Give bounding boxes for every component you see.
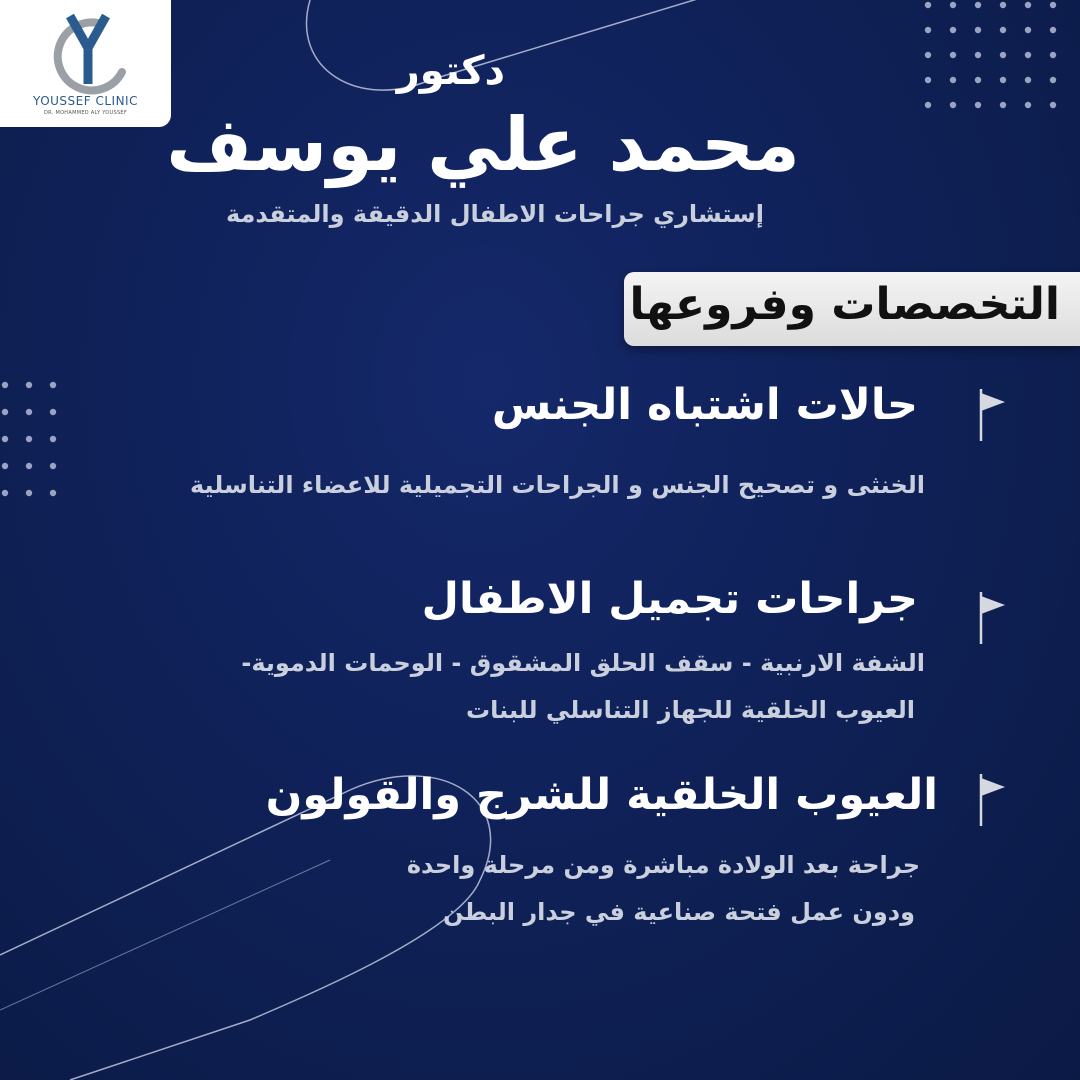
decor-dot [2,490,8,496]
decor-dot [925,77,931,83]
specialty-description-line: جراحة بعد الولادة مباشرة ومن مرحلة واحدة [406,851,920,879]
decor-dot [1000,77,1006,83]
specialty-description-line: الشفة الارنبية - سقف الحلق المشقوق - الوحمات الدموية- [241,649,925,677]
flag-icon [975,385,1015,445]
flag-icon [975,588,1015,648]
decor-dot [2,463,8,469]
decor-dot [50,409,56,415]
clinic-logo-subtitle: DR. MOHAMMED ALY YOUSSEF [43,110,128,116]
decor-curve-top [307,0,760,90]
dots-pattern-left [2,382,56,496]
decor-dot [50,463,56,469]
decor-dot [925,52,931,58]
decor-dot [975,2,981,8]
decor-dot [1025,27,1031,33]
flag-icon [975,770,1015,830]
decor-dot [950,52,956,58]
clinic-logo-name: YOUSSEF CLINIC [33,94,138,108]
decor-dot [950,2,956,8]
decor-dot [925,102,931,108]
decor-dot [1050,27,1056,33]
doctor-prefix: دكتور [396,48,505,94]
clinic-logo-mark-icon [0,0,171,95]
decor-dot [1025,77,1031,83]
decor-dot [1025,102,1031,108]
decor-dot [1050,2,1056,8]
decor-dot [2,382,8,388]
specialty-description: الخنثى و تصحيح الجنس و الجراحات التجميلية للاعضاء التناسلية [189,471,925,499]
decor-dot [975,52,981,58]
decor-dot [925,2,931,8]
decor-dot [950,102,956,108]
specialty-title: العيوب الخلقية للشرج والقولون [265,770,938,820]
decor-dot [950,77,956,83]
clinic-logo [0,0,171,127]
doctor-title: إستشاري جراحات الاطفال الدقيقة والمتقدمة [225,200,764,228]
decor-dot [975,27,981,33]
specialty-description-line: العيوب الخلقية للجهاز التناسلي للبنات [466,696,915,724]
specialty-title: حالات اشتباه الجنس [491,380,918,430]
decor-dot [1050,102,1056,108]
decor-dot [26,382,32,388]
specialty-description-line: ودون عمل فتحة صناعية في جدار البطن [443,898,915,926]
decor-dot [26,409,32,415]
specialties-banner [624,272,1080,346]
decor-dot [26,463,32,469]
decor-dot [2,409,8,415]
decor-dot [950,27,956,33]
specialties-banner-label: التخصصات وفروعها [629,279,1060,330]
decor-dot [1025,2,1031,8]
decor-curve-bottom [0,776,491,1080]
doctor-name: محمد علي يوسف [166,102,800,188]
decor-dot [26,436,32,442]
decor-dot [26,490,32,496]
decor-dot [50,490,56,496]
decor-dot [1050,52,1056,58]
decor-dot [1000,27,1006,33]
specialty-title: جراحات تجميل الاطفال [421,574,918,624]
decor-dot [1000,52,1006,58]
dots-pattern-top-right [925,2,1056,108]
decor-dot [1000,2,1006,8]
decor-dot [1050,77,1056,83]
decor-dot [1025,52,1031,58]
decor-dot [50,382,56,388]
decor-dot [925,27,931,33]
decor-dot [50,436,56,442]
decor-dot [2,436,8,442]
decor-dot [1000,102,1006,108]
decor-dot [975,77,981,83]
decor-dot [975,102,981,108]
decor-line-bottom [0,860,330,1010]
